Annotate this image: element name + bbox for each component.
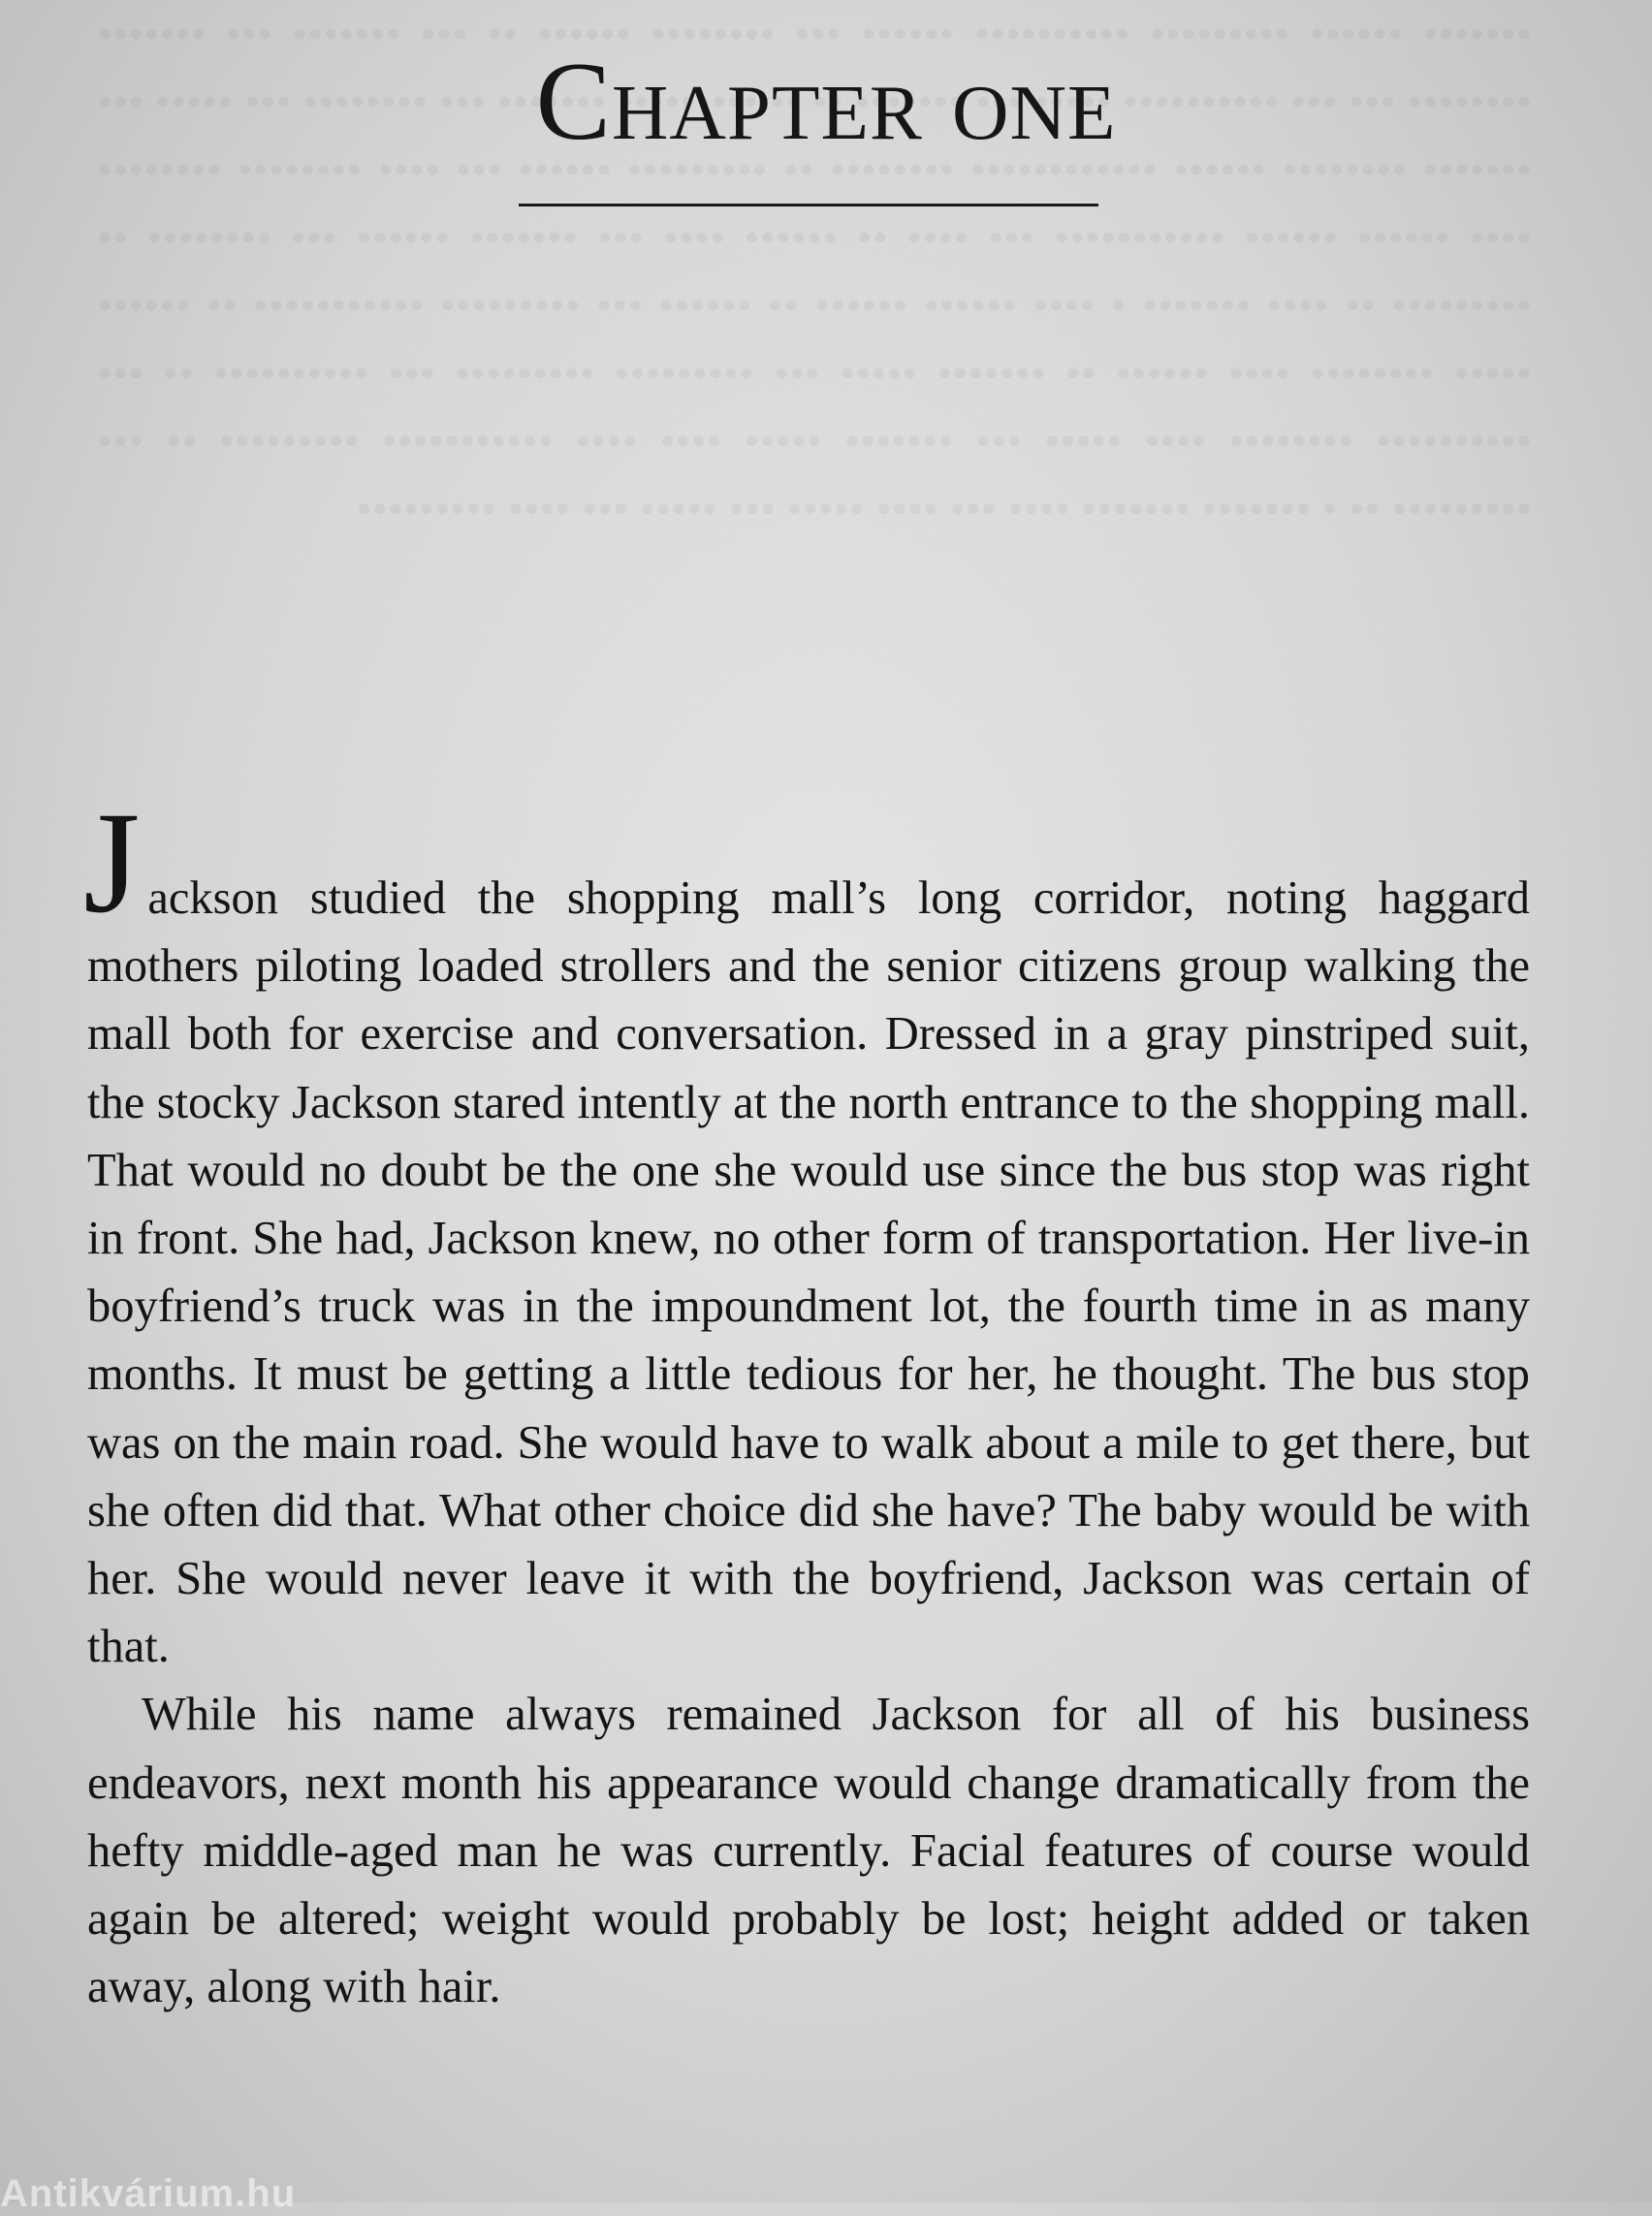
paragraph-2 (87, 1681, 1530, 2021)
paragraph-2-text: While his name always remained Jackson for all of his business endeavors, next month his appearance would change dramatically from the hefty middle-aged man he was currently. Facial features of course would again be altered; weight would probably be lost; height added or taken away, along with hair. (87, 1689, 1530, 2013)
paragraph-1 (83, 782, 1530, 1681)
drop-cap: J (83, 782, 141, 943)
watermark: Antikvárium.hu (0, 2172, 297, 2215)
chapter-body (83, 782, 1530, 2021)
paragraph-1-text: ackson studied the shopping mall’s long corridor, noting haggard mothers piloting loaded strollers and the senior citizens group walking the mall both for exercise and conversation. Dressed in a gray pinstriped suit, the stocky Jackson stared intently at the north entrance to the shopping mall. That would no doubt be the one she would use since the bus stop was right in front. She had, Jackson knew, no other form of transportation. Her live-in boyfriend’s truck was in the impoundment lot, the fourth time in as many months. It must be getting a little tedious for her, he thought. The bus stop was on the main road. She would have to walk about a mile to get there, but she often did that. What other choice did she have? The baby would be with her. She would never leave it with the boyfriend, Jackson was certain of that. (87, 872, 1530, 1673)
chapter-title: Chapter one (535, 40, 1117, 164)
title-rule (519, 204, 1098, 206)
